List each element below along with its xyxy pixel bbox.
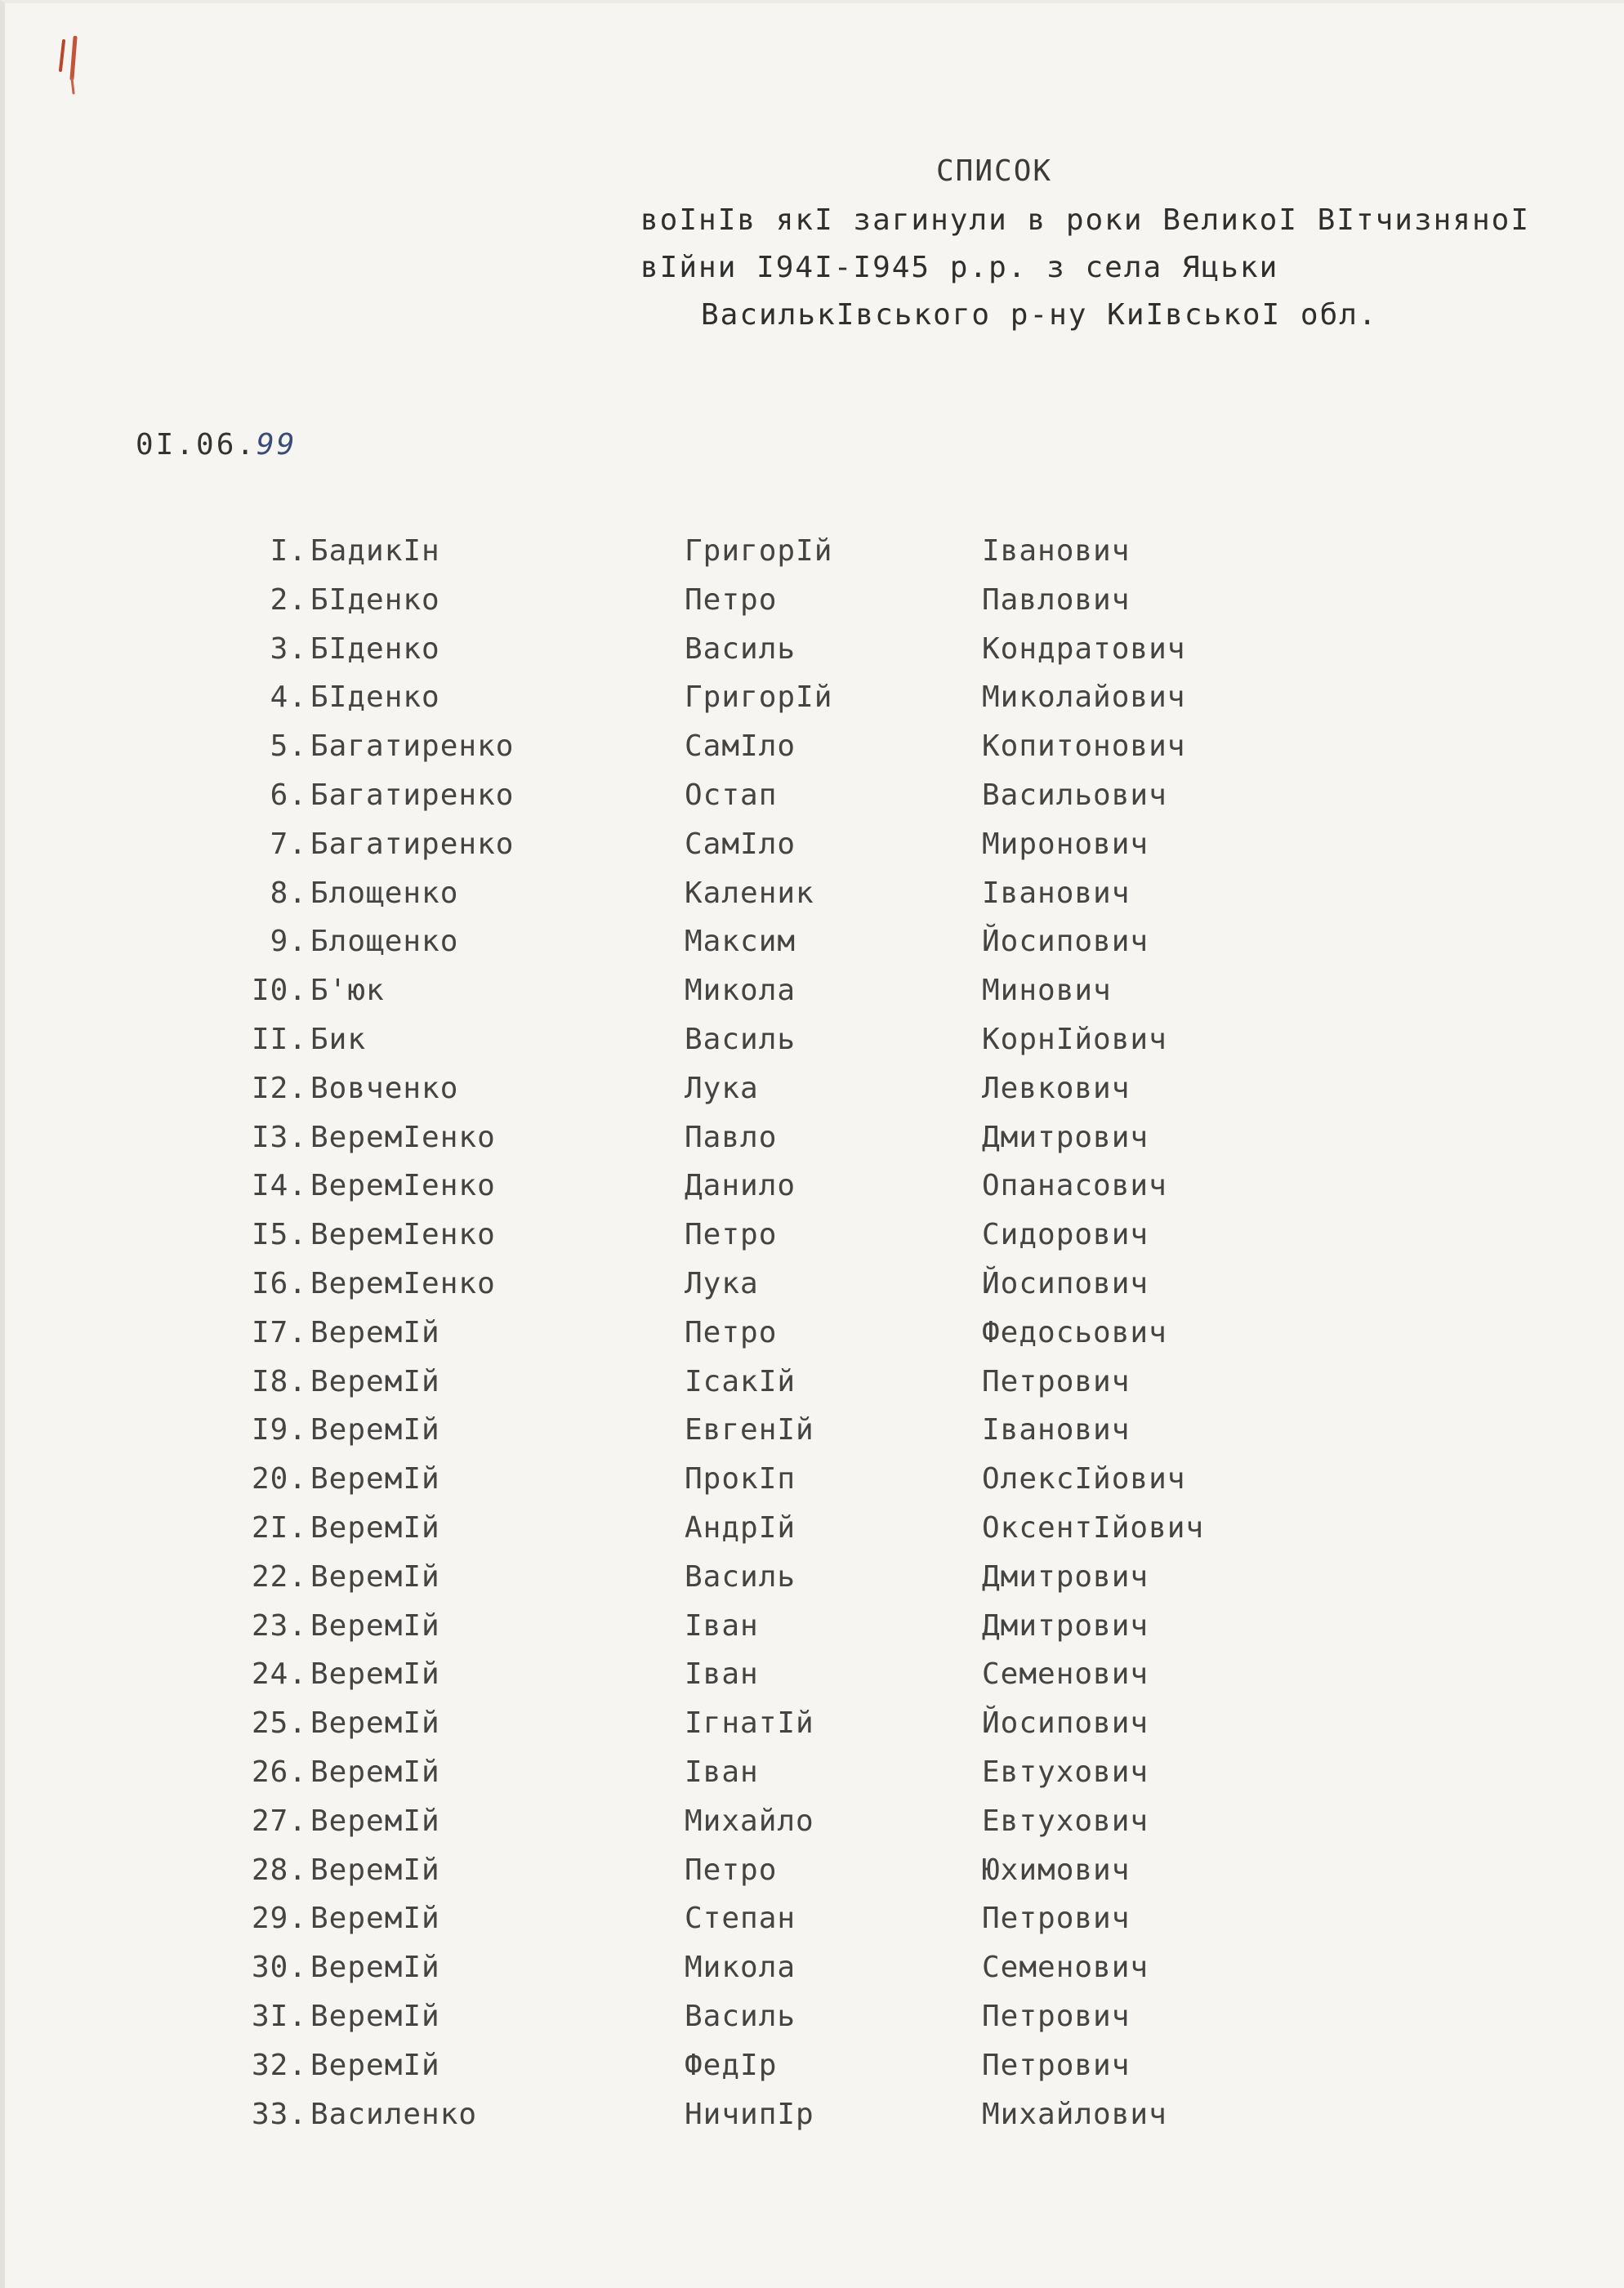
roster-row [5, 1462, 1624, 1511]
entry-number: 2. [270, 582, 307, 617]
entry-surname: ВеремІй [310, 1413, 440, 1447]
entry-number: ІІ. [251, 1022, 307, 1056]
entry-number: І2. [251, 1071, 307, 1105]
entry-patronymic: ОксентІйович [982, 1510, 1205, 1545]
roster-row [5, 1023, 1624, 1072]
entry-patronymic: ОлексІйович [982, 1462, 1186, 1496]
roster-row [5, 632, 1624, 681]
entry-surname: БІденко [310, 680, 440, 715]
roster-row [5, 1169, 1624, 1218]
entry-number: 7. [270, 827, 307, 861]
roster-row [5, 729, 1624, 778]
entry-surname: ВеремІй [310, 1999, 440, 2033]
entry-patronymic: Семенович [982, 1951, 1149, 1985]
entry-patronymic: Левкович [982, 1071, 1131, 1105]
entry-number: 3І. [251, 1999, 307, 2033]
roster-row [5, 583, 1624, 632]
entry-given-name: Петро [685, 1853, 778, 1887]
entry-given-name: ІсакІй [685, 1364, 796, 1398]
entry-patronymic: Михайлович [982, 2097, 1167, 2131]
entry-surname: ВеремІй [310, 1559, 440, 1594]
entry-given-name: ГригорІй [685, 534, 833, 568]
entry-number: 8. [270, 876, 307, 910]
entry-surname: Багатиренко [310, 729, 515, 764]
entry-surname: ВеремІй [310, 1755, 440, 1789]
roster-row [5, 1218, 1624, 1267]
header-line-2: вІйни І94І-І945 р.р. з села Яцьки [640, 251, 1279, 284]
entry-number: 30. [251, 1951, 307, 1985]
entry-surname: Б'юк [310, 974, 385, 1008]
entry-number: 6. [270, 778, 307, 812]
roster-row [5, 974, 1624, 1023]
entry-surname: ВеремІенко [310, 1169, 496, 1203]
entry-patronymic: Минович [982, 974, 1112, 1008]
date-prefix: 0І.06. [136, 428, 257, 462]
entry-patronymic: Іванович [982, 1413, 1131, 1447]
entry-given-name: Петро [685, 582, 778, 617]
entry-surname: Багатиренко [310, 778, 515, 812]
entry-given-name: ФедІр [685, 2048, 778, 2082]
entry-surname: ВеремІенко [310, 1218, 496, 1252]
roster-row [5, 1267, 1624, 1316]
entry-patronymic: Федосьович [982, 1315, 1167, 1349]
roster-row [5, 1951, 1624, 2000]
roster-list [5, 534, 1624, 2146]
entry-number: І3. [251, 1120, 307, 1154]
entry-given-name: Михайло [685, 1804, 814, 1838]
entry-surname: Блощенко [310, 876, 459, 910]
entry-surname: ВеремІй [310, 1804, 440, 1838]
entry-number: 27. [251, 1804, 307, 1838]
entry-number: І. [270, 534, 307, 568]
entry-surname: ВеремІй [310, 1902, 440, 1936]
entry-patronymic: Павлович [982, 582, 1131, 617]
entry-patronymic: Дмитрович [982, 1608, 1149, 1643]
entry-number: 25. [251, 1706, 307, 1741]
entry-number: 4. [270, 680, 307, 715]
entry-patronymic: Іванович [982, 876, 1131, 910]
entry-surname: БІденко [310, 582, 440, 617]
entry-patronymic: Юхимович [982, 1853, 1131, 1887]
roster-row [5, 1511, 1624, 1560]
entry-patronymic: Евтухович [982, 1755, 1149, 1789]
entry-number: 3. [270, 631, 307, 666]
entry-patronymic: Йосипович [982, 925, 1149, 959]
entry-given-name: НичипІр [685, 2097, 814, 2131]
entry-given-name: Лука [685, 1266, 759, 1300]
document-title: СПИСОК [936, 154, 1053, 188]
entry-surname: ВеремІй [310, 1706, 440, 1741]
entry-patronymic: Іванович [982, 534, 1131, 568]
entry-patronymic: Сидорович [982, 1218, 1149, 1252]
roster-row [5, 1902, 1624, 1951]
entry-given-name: Павло [685, 1120, 778, 1154]
entry-given-name: Степан [685, 1902, 796, 1936]
entry-surname: ВеремІй [310, 1364, 440, 1398]
entry-given-name: Василь [685, 1022, 796, 1056]
entry-number: І0. [251, 974, 307, 1008]
entry-patronymic: Васильович [982, 778, 1167, 812]
document-date [136, 428, 297, 462]
roster-row [5, 1072, 1624, 1121]
entry-patronymic: Петрович [982, 1902, 1131, 1936]
entry-surname: Багатиренко [310, 827, 515, 861]
entry-given-name: СамІло [685, 827, 796, 861]
header-line-3: ВасилькІвського р-ну КиІвськоІ обл. [701, 298, 1378, 332]
entry-surname: Блощенко [310, 925, 459, 959]
entry-surname: ВеремІй [310, 1853, 440, 1887]
entry-surname: ВеремІй [310, 1462, 440, 1496]
roster-row [5, 2000, 1624, 2049]
entry-surname: ВеремІй [310, 1510, 440, 1545]
entry-number: 5. [270, 729, 307, 764]
entry-patronymic: КорнІйович [982, 1022, 1167, 1056]
entry-patronymic: Йосипович [982, 1266, 1149, 1300]
entry-patronymic: Петрович [982, 1364, 1131, 1398]
entry-patronymic: Йосипович [982, 1706, 1149, 1741]
entry-number: І6. [251, 1266, 307, 1300]
entry-surname: ВеремІенко [310, 1120, 496, 1154]
entry-surname: БІденко [310, 631, 440, 666]
red-pencil-mark-icon [56, 36, 88, 109]
roster-row [5, 1755, 1624, 1804]
entry-given-name: Петро [685, 1218, 778, 1252]
roster-row [5, 1560, 1624, 1609]
entry-given-name: ІгнатІй [685, 1706, 814, 1741]
entry-given-name: Василь [685, 1999, 796, 2033]
entry-surname: Бик [310, 1022, 367, 1056]
entry-given-name: ПрокІп [685, 1462, 796, 1496]
entry-given-name: Микола [685, 1951, 796, 1985]
entry-patronymic: Петрович [982, 2048, 1131, 2082]
entry-given-name: Остап [685, 778, 778, 812]
entry-given-name: Максим [685, 925, 796, 959]
roster-row [5, 876, 1624, 925]
roster-row [5, 1316, 1624, 1365]
entry-number: 29. [251, 1902, 307, 1936]
entry-surname: ВеремІй [310, 2048, 440, 2082]
entry-given-name: Іван [685, 1755, 759, 1789]
roster-row [5, 1121, 1624, 1170]
roster-row [5, 534, 1624, 583]
entry-patronymic: Евтухович [982, 1804, 1149, 1838]
roster-row [5, 1365, 1624, 1414]
entry-given-name: Василь [685, 1559, 796, 1594]
entry-number: 9. [270, 925, 307, 959]
roster-row [5, 1609, 1624, 1658]
entry-number: І4. [251, 1169, 307, 1203]
entry-surname: Василенко [310, 2097, 478, 2131]
roster-row [5, 1413, 1624, 1462]
entry-number: 28. [251, 1853, 307, 1887]
entry-patronymic: Опанасович [982, 1169, 1167, 1203]
entry-number: 32. [251, 2048, 307, 2082]
entry-given-name: Іван [685, 1657, 759, 1692]
entry-number: 33. [251, 2097, 307, 2131]
entry-patronymic: Копитонович [982, 729, 1186, 764]
roster-row [5, 680, 1624, 729]
entry-given-name: Данило [685, 1169, 796, 1203]
entry-patronymic: Дмитрович [982, 1559, 1149, 1594]
entry-number: 2І. [251, 1510, 307, 1545]
entry-number: 23. [251, 1608, 307, 1643]
entry-patronymic: Кондратович [982, 631, 1186, 666]
entry-given-name: Микола [685, 974, 796, 1008]
roster-row [5, 1804, 1624, 1853]
entry-surname: ВеремІй [310, 1657, 440, 1692]
entry-number: 26. [251, 1755, 307, 1789]
entry-given-name: ГригорІй [685, 680, 833, 715]
entry-patronymic: Петрович [982, 1999, 1131, 2033]
roster-row [5, 1706, 1624, 1755]
entry-number: І8. [251, 1364, 307, 1398]
entry-number: 24. [251, 1657, 307, 1692]
entry-patronymic: Семенович [982, 1657, 1149, 1692]
entry-number: І7. [251, 1315, 307, 1349]
entry-given-name: Петро [685, 1315, 778, 1349]
entry-given-name: Василь [685, 631, 796, 666]
roster-row [5, 1853, 1624, 1902]
roster-row [5, 2049, 1624, 2098]
entry-given-name: Лука [685, 1071, 759, 1105]
date-year-handwritten: 99 [257, 428, 297, 462]
entry-number: 22. [251, 1559, 307, 1594]
entry-surname: ВеремІй [310, 1608, 440, 1643]
entry-given-name: Каленик [685, 876, 814, 910]
entry-surname: ВеремІй [310, 1951, 440, 1985]
entry-number: І5. [251, 1218, 307, 1252]
entry-given-name: ЕвгенІй [685, 1413, 814, 1447]
entry-surname: ВеремІй [310, 1315, 440, 1349]
entry-number: 20. [251, 1462, 307, 1496]
roster-row [5, 2098, 1624, 2147]
entry-surname: Вовченко [310, 1071, 459, 1105]
roster-row [5, 1657, 1624, 1706]
entry-given-name: СамІло [685, 729, 796, 764]
entry-surname: ВеремІенко [310, 1266, 496, 1300]
entry-patronymic: Миколайович [982, 680, 1186, 715]
roster-row [5, 925, 1624, 974]
roster-row [5, 827, 1624, 876]
entry-surname: БадикІн [310, 534, 440, 568]
red-pencil-mark [56, 36, 88, 109]
entry-given-name: Іван [685, 1608, 759, 1643]
entry-given-name: АндрІй [685, 1510, 796, 1545]
header-line-1: воІнІв якІ загинули в роки ВеликоІ ВІтчизняноІ [640, 203, 1530, 237]
roster-row [5, 778, 1624, 827]
entry-patronymic: Дмитрович [982, 1120, 1149, 1154]
entry-patronymic: Миронович [982, 827, 1149, 861]
entry-number: І9. [251, 1413, 307, 1447]
